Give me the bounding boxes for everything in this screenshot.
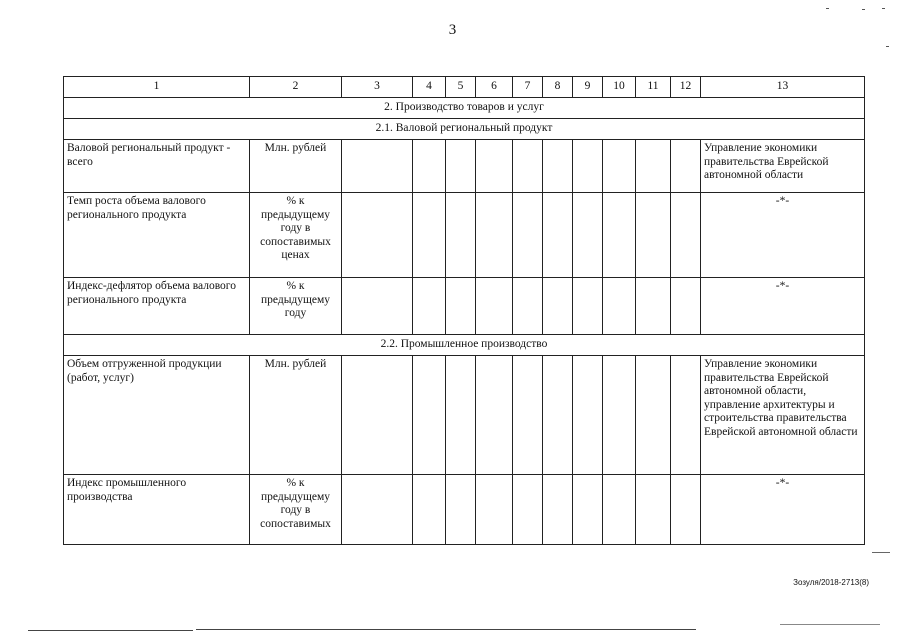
unit-cell: % к предыдущему году в сопоставимых <box>250 475 342 545</box>
table-row <box>64 278 865 335</box>
column-number-row <box>64 77 865 98</box>
indicators-table <box>63 76 865 545</box>
table-row <box>64 193 865 278</box>
scan-speck <box>886 46 889 47</box>
indicator-name: Индекс промышленного производства <box>64 475 250 545</box>
col-header-1: 1 <box>64 77 250 98</box>
indicator-name: Индекс-дефлятор объема валового регионального продукта <box>64 278 250 335</box>
section-title: 2. Производство товаров и услуг <box>64 98 865 119</box>
col-header-9: 9 <box>573 77 603 98</box>
indicator-name: Валовой региональный продукт - всего <box>64 140 250 193</box>
table-row <box>64 356 865 475</box>
scan-mark <box>872 552 890 553</box>
unit-cell: % к предыдущему году в сопоставимых ценах <box>250 193 342 278</box>
table-row <box>64 475 865 545</box>
responsible-cell: -*- <box>701 278 865 335</box>
scan-line <box>196 629 696 630</box>
unit-cell: % к предыдущему году <box>250 278 342 335</box>
scan-line <box>780 624 880 625</box>
scan-speck <box>862 9 865 10</box>
scan-line <box>28 630 193 631</box>
responsible-cell: -*- <box>701 475 865 545</box>
subsection-row <box>64 335 865 356</box>
col-header-13: 13 <box>701 77 865 98</box>
col-header-6: 6 <box>476 77 513 98</box>
col-header-4: 4 <box>413 77 446 98</box>
table-row <box>64 140 865 193</box>
unit-cell: Млн. рублей <box>250 356 342 475</box>
responsible-cell: Управление экономики правительства Еврейской автономной области <box>701 140 865 193</box>
col-header-5: 5 <box>446 77 476 98</box>
subsection-title: 2.1. Валовой региональный продукт <box>64 119 865 140</box>
indicator-name: Объем отгруженной продукции (работ, услуг) <box>64 356 250 475</box>
col-header-2: 2 <box>250 77 342 98</box>
col-header-8: 8 <box>543 77 573 98</box>
col-header-7: 7 <box>513 77 543 98</box>
responsible-cell: -*- <box>701 193 865 278</box>
col-header-3: 3 <box>342 77 413 98</box>
indicator-name: Темп роста объема валового регионального продукта <box>64 193 250 278</box>
subsection-title: 2.2. Промышленное производство <box>64 335 865 356</box>
document-code: Зозуля/2018-2713(8) <box>793 578 869 587</box>
scan-speck <box>882 8 885 9</box>
subsection-row <box>64 119 865 140</box>
section-row <box>64 98 865 119</box>
page-number: 3 <box>448 22 457 38</box>
unit-cell: Млн. рублей <box>250 140 342 193</box>
col-header-11: 11 <box>636 77 671 98</box>
col-header-12: 12 <box>671 77 701 98</box>
responsible-cell: Управление экономики правительства Еврейской автономной области, управление архитектуры и строительства правительства Еврейской автономной области <box>701 356 865 475</box>
col-header-10: 10 <box>603 77 636 98</box>
scan-speck <box>826 8 829 9</box>
